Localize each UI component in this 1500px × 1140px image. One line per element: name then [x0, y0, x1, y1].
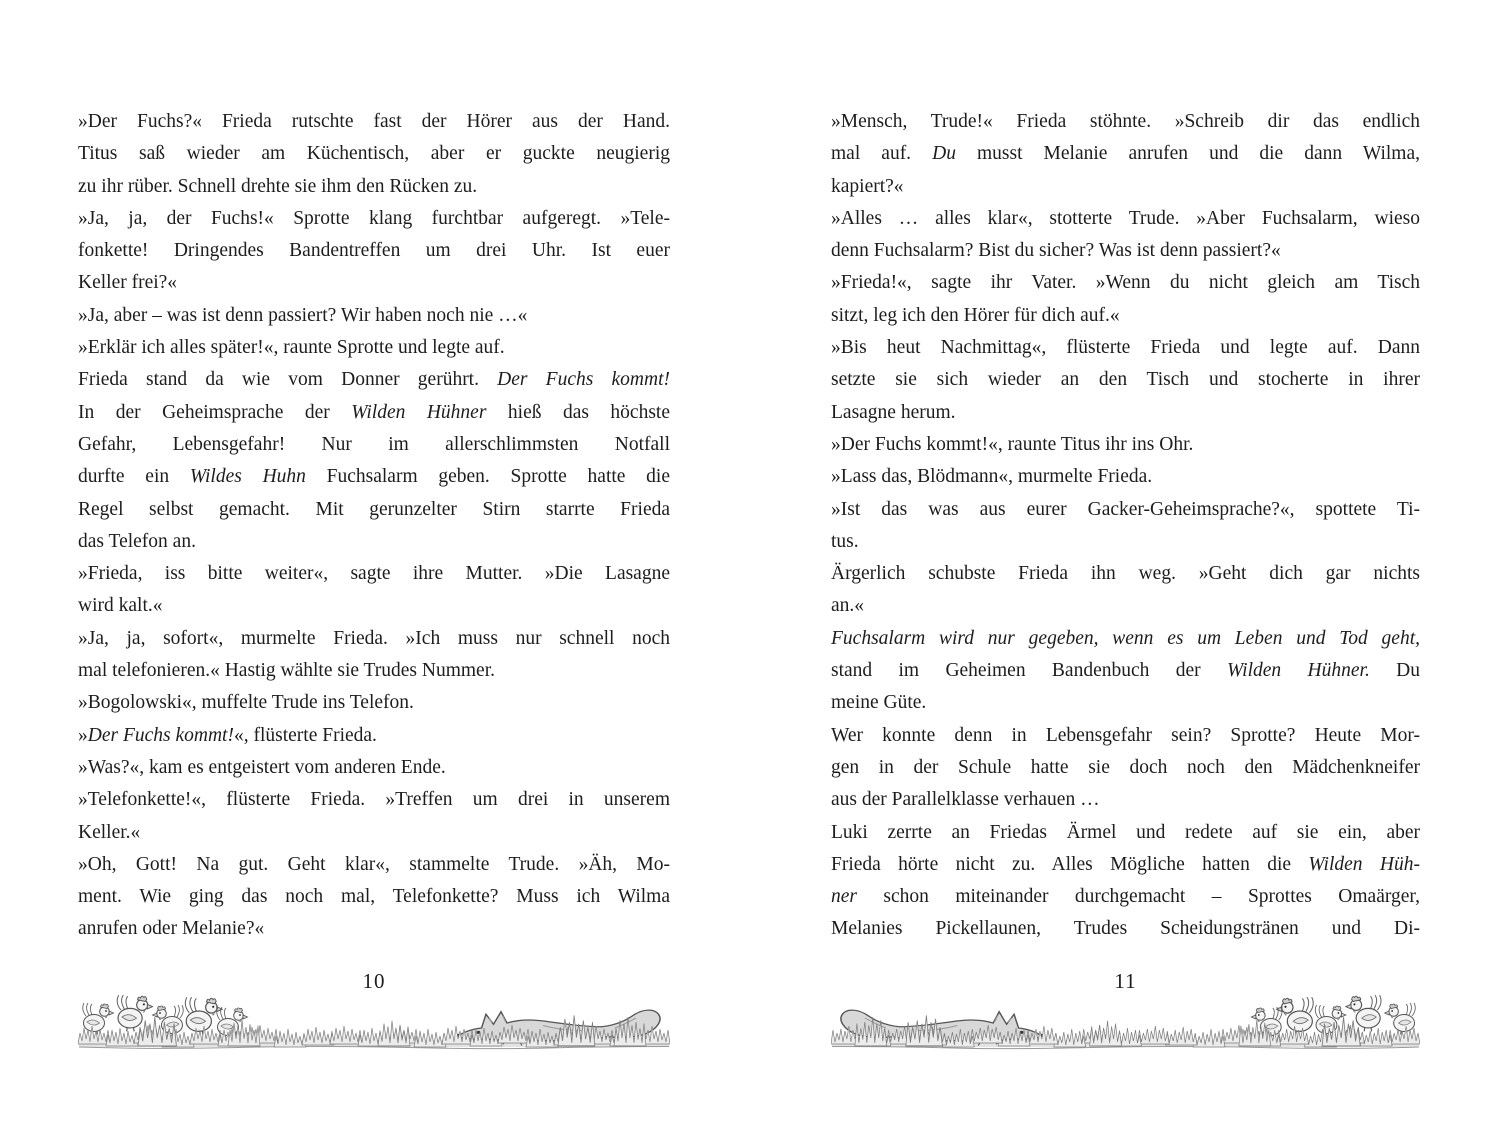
text-line: Gefahr, Lebensgefahr! Nur im allerschlimmsten Notfall	[78, 433, 670, 455]
book-page-right	[831, 106, 1420, 1086]
text-line: »Oh, Gott! Na gut. Geht klar«, stammelte Trude. »Äh, Mo-	[78, 853, 670, 875]
text-line: tus.	[831, 530, 859, 552]
text-line: »Telefonkette!«, flüsterte Frieda. »Treffen um drei in unserem	[78, 789, 670, 811]
text-line: Lasagne herum.	[831, 401, 956, 423]
text-line: »Der Fuchs kommt!«, flüsterte Frieda.	[78, 724, 377, 746]
text-line: Keller frei?«	[78, 272, 178, 294]
text-line: »Was?«, kam es entgeistert vom anderen Ende.	[78, 756, 446, 778]
text-line: »Erklär ich alles später!«, raunte Sprotte und legte auf.	[78, 337, 505, 359]
text-line: »Ja, ja, sofort«, murmelte Frieda. »Ich muss nur schnell noch	[78, 627, 670, 649]
text-line: Regel selbst gemacht. Mit gerunzelter Stirn starrte Frieda	[78, 498, 670, 520]
text-line: zu ihr rüber. Schnell drehte sie ihm den Rücken zu.	[78, 175, 478, 197]
text-line: mal auf. Du musst Melanie anrufen und die dann Wilma,	[831, 143, 1421, 165]
text-line: das Telefon an.	[78, 530, 196, 552]
text-line: »Frieda, iss bitte weiter«, sagte ihre Mutter. »Die Lasagne	[78, 563, 670, 585]
text-line: sitzt, leg ich den Hörer für dich auf.«	[831, 304, 1120, 326]
page-right-text	[831, 106, 1420, 946]
page-number-left: 10	[362, 969, 386, 993]
page-number-right: 11	[1114, 969, 1137, 993]
text-line: Frieda hörte nicht zu. Alles Mögliche hatten die Wilden Hüh-	[831, 853, 1420, 875]
text-line: »Der Fuchs kommt!«, raunte Titus ihr ins Ohr.	[831, 433, 1194, 455]
text-line: Titus saß wieder am Küchentisch, aber er guckte neugierig	[78, 143, 670, 165]
text-line: Wer konnte denn in Lebensgefahr sein? Sprotte? Heute Mor-	[831, 724, 1420, 746]
text-line: In der Geheimsprache der Wilden Hühner hieß das höchste	[78, 401, 670, 423]
text-line: gen in der Schule hatte sie doch noch den Mädchenkneifer	[831, 756, 1420, 778]
text-line: ment. Wie ging das noch mal, Telefonkette? Muss ich Wilma	[78, 886, 670, 908]
text-line: »Ist das was aus eurer Gacker-Geheimsprache?«, spottete Ti-	[831, 498, 1420, 520]
text-line: »Bis heut Nachmittag«, flüsterte Frieda und legte auf. Dann	[831, 337, 1420, 359]
text-line: ner schon miteinander durchgemacht – Sprottes Omaärger,	[831, 886, 1420, 908]
text-line: »Ja, ja, der Fuchs!« Sprotte klang furchtbar aufgeregt. »Tele-	[78, 207, 670, 229]
text-line: an.«	[831, 595, 865, 617]
text-line: Luki zerrte an Friedas Ärmel und redete auf sie ein, aber	[831, 821, 1420, 843]
text-line: aus der Parallelklasse verhauen …	[831, 789, 1100, 811]
text-line: »Frieda!«, sagte ihr Vater. »Wenn du nicht gleich am Tisch	[831, 272, 1420, 294]
text-line: fonkette! Dringendes Bandentreffen um drei Uhr. Ist euer	[78, 240, 670, 262]
text-line: stand im Geheimen Bandenbuch der Wilden Hühner. Du	[831, 660, 1421, 682]
fox-and-chickens-illustration	[831, 990, 1420, 1054]
text-line: Fuchsalarm wird nur gegeben, wenn es um Leben und Tod geht,	[831, 627, 1420, 649]
text-line: »Mensch, Trude!« Frieda stöhnte. »Schreib dir das endlich	[831, 111, 1420, 132]
text-line: Keller.«	[78, 821, 141, 843]
text-line: »Lass das, Blödmann«, murmelte Frieda.	[831, 466, 1153, 488]
text-line: kapiert?«	[831, 175, 904, 197]
text-line: mal telefonieren.« Hastig wählte sie Trudes Nummer.	[78, 660, 496, 682]
text-line: »Der Fuchs?« Frieda rutschte fast der Hörer aus der Hand.	[78, 111, 670, 132]
text-line: denn Fuchsalarm? Bist du sicher? Was ist denn passiert?«	[831, 240, 1281, 262]
text-line: anrufen oder Melanie?«	[78, 918, 265, 940]
text-line: Frieda stand da wie vom Donner gerührt. Der Fuchs kommt!	[78, 369, 671, 391]
page-left-text	[78, 106, 670, 946]
text-line: »Bogolowski«, muffelte Trude ins Telefon.	[78, 692, 414, 714]
text-line: setzte sie sich wieder an den Tisch und stocherte in ihrer	[831, 369, 1420, 391]
text-line: meine Güte.	[831, 692, 927, 714]
text-line: »Alles … alles klar«, stotterte Trude. »Aber Fuchsalarm, wieso	[831, 207, 1420, 229]
text-line: Melanies Pickellaunen, Trudes Scheidungstränen und Di-	[831, 918, 1420, 940]
text-line: »Ja, aber – was ist denn passiert? Wir haben noch nie …«	[78, 304, 528, 326]
chickens-and-fox-illustration	[78, 990, 670, 1054]
text-line: Ärgerlich schubste Frieda ihn weg. »Geht dich gar nichts	[831, 563, 1420, 585]
book-page-left	[78, 106, 670, 1086]
text-line: durfte ein Wildes Huhn Fuchsalarm geben. Sprotte hatte die	[78, 466, 670, 488]
text-line: wird kalt.«	[78, 595, 163, 617]
